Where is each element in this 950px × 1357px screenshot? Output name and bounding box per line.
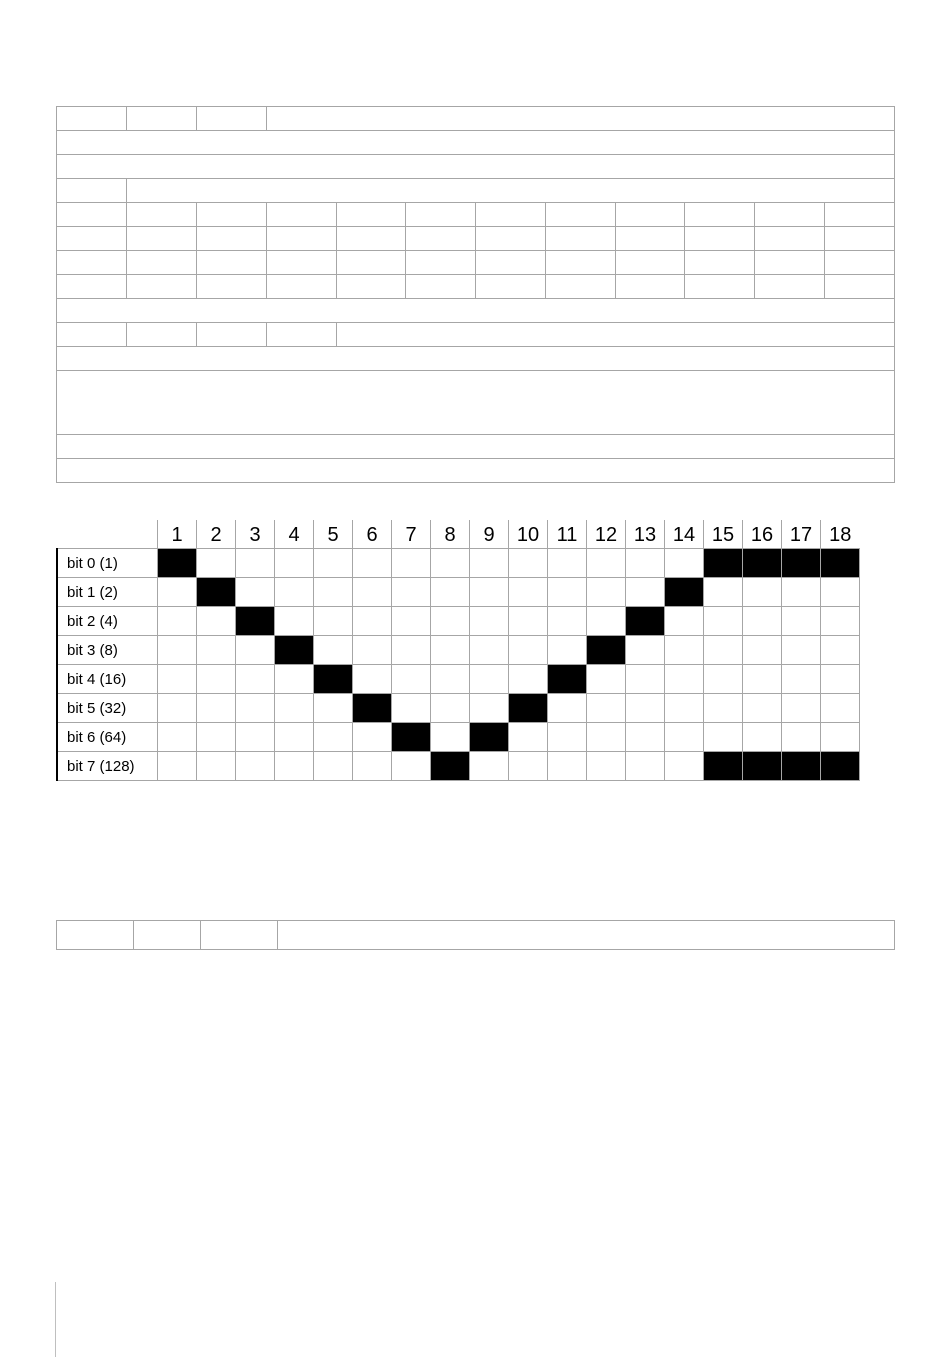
bit-cell-filled (782, 549, 821, 578)
bit-cell-empty (665, 607, 704, 636)
bit-cell-empty (665, 694, 704, 723)
bit-row (57, 549, 860, 578)
bit-row (57, 665, 860, 694)
table-cell (57, 131, 895, 155)
bit-cell-empty (626, 549, 665, 578)
bit-cell-empty (665, 752, 704, 781)
bit-row-label: bit 2 (4) (57, 607, 158, 636)
table-cell (267, 275, 337, 299)
bit-cell-empty (821, 578, 860, 607)
bit-cell-empty (704, 694, 743, 723)
bit-cell-filled (743, 549, 782, 578)
bit-row (57, 636, 860, 665)
bit-cell-empty (275, 665, 314, 694)
bit-cell-filled (704, 549, 743, 578)
bit-cell-empty (587, 752, 626, 781)
bit-cell-empty (431, 665, 470, 694)
bit-cell-empty (782, 723, 821, 752)
bit-cell-empty (587, 607, 626, 636)
bit-cell-empty (236, 549, 275, 578)
table-row (57, 107, 895, 131)
bit-row (57, 752, 860, 781)
table-cell (57, 371, 895, 435)
bit-cell-empty (314, 752, 353, 781)
table-cell (825, 275, 895, 299)
bit-cell-empty (470, 694, 509, 723)
bit-cell-empty (197, 665, 236, 694)
table-cell (337, 323, 895, 347)
bit-cell-filled (509, 694, 548, 723)
bit-cell-filled (392, 723, 431, 752)
table-cell (197, 107, 267, 131)
table-cell (406, 275, 476, 299)
bit-cell-filled (704, 752, 743, 781)
table-cell (337, 227, 406, 251)
column-number: 6 (353, 520, 392, 549)
table-cell (825, 251, 895, 275)
bit-cell-empty (392, 549, 431, 578)
bit-cell-empty (353, 665, 392, 694)
bit-cell-empty (392, 636, 431, 665)
table-row (57, 203, 895, 227)
table-cell (825, 227, 895, 251)
bit-cell-empty (197, 549, 236, 578)
bit-cell-empty (275, 723, 314, 752)
bit-row-label: bit 6 (64) (57, 723, 158, 752)
bit-cell-empty (236, 636, 275, 665)
bit-cell-empty (314, 694, 353, 723)
bit-cell-empty (509, 723, 548, 752)
bit-cell-empty (509, 636, 548, 665)
bit-row-label: bit 7 (128) (57, 752, 158, 781)
table-cell (57, 179, 127, 203)
table-cell (57, 203, 127, 227)
bit-cell-filled (626, 607, 665, 636)
bit-row-label: bit 3 (8) (57, 636, 158, 665)
table-cell (685, 275, 755, 299)
table-cell (57, 275, 127, 299)
table-cell (685, 227, 755, 251)
table-row (57, 299, 895, 323)
table-cell (127, 179, 895, 203)
bit-cell-empty (392, 752, 431, 781)
table-cell (406, 251, 476, 275)
column-number: 8 (431, 520, 470, 549)
table-cell (267, 203, 337, 227)
bit-cell-filled (821, 549, 860, 578)
bit-cell-empty (431, 549, 470, 578)
column-number: 7 (392, 520, 431, 549)
bit-cell-empty (314, 549, 353, 578)
bit-cell-empty (158, 665, 197, 694)
bit-cell-empty (275, 549, 314, 578)
table-cell (755, 203, 825, 227)
column-number: 4 (275, 520, 314, 549)
bit-cell-filled (431, 752, 470, 781)
bit-cell-empty (236, 694, 275, 723)
bit-row-label: bit 5 (32) (57, 694, 158, 723)
table-cell (476, 275, 546, 299)
table-cell (546, 203, 616, 227)
table-cell (406, 203, 476, 227)
column-number: 13 (626, 520, 665, 549)
bit-pattern-grid (56, 520, 860, 781)
table-cell (546, 251, 616, 275)
column-number: 16 (743, 520, 782, 549)
table-cell (278, 921, 895, 950)
bit-cell-empty (353, 549, 392, 578)
table-cell (57, 347, 895, 371)
bit-cell-filled (197, 578, 236, 607)
table-cell (337, 251, 406, 275)
table-cell (755, 227, 825, 251)
table-cell (546, 227, 616, 251)
table-cell (197, 203, 267, 227)
table-row (57, 179, 895, 203)
column-header-row (57, 520, 860, 549)
column-number: 11 (548, 520, 587, 549)
table-cell (201, 921, 278, 950)
bit-cell-empty (392, 665, 431, 694)
bit-cell-empty (509, 578, 548, 607)
bit-cell-empty (236, 752, 275, 781)
table-cell (197, 251, 267, 275)
table-cell (476, 251, 546, 275)
bit-cell-filled (353, 694, 392, 723)
table-cell (127, 251, 197, 275)
bit-cell-filled (470, 723, 509, 752)
bit-cell-empty (470, 549, 509, 578)
bit-cell-empty (353, 723, 392, 752)
bit-cell-filled (821, 752, 860, 781)
table-cell (57, 323, 127, 347)
table-row (57, 459, 895, 483)
bit-cell-empty (704, 607, 743, 636)
bit-cell-empty (626, 752, 665, 781)
bit-cell-empty (431, 694, 470, 723)
bit-cell-empty (470, 752, 509, 781)
table-cell (127, 275, 197, 299)
grid-corner (57, 520, 158, 549)
table-cell (616, 203, 685, 227)
table-cell (406, 227, 476, 251)
bit-cell-empty (743, 665, 782, 694)
bit-cell-empty (275, 752, 314, 781)
bit-cell-empty (665, 723, 704, 752)
column-number: 18 (821, 520, 860, 549)
bit-cell-empty (236, 665, 275, 694)
bit-cell-empty (821, 694, 860, 723)
bit-cell-empty (821, 665, 860, 694)
bit-cell-empty (197, 607, 236, 636)
bit-cell-empty (353, 578, 392, 607)
bit-cell-empty (197, 723, 236, 752)
bit-cell-empty (743, 723, 782, 752)
bit-cell-empty (392, 694, 431, 723)
bit-cell-empty (548, 723, 587, 752)
bit-cell-empty (509, 607, 548, 636)
bit-cell-empty (353, 752, 392, 781)
table-cell (57, 459, 895, 483)
bit-cell-empty (353, 636, 392, 665)
column-number: 17 (782, 520, 821, 549)
table-row (57, 251, 895, 275)
table-row (57, 347, 895, 371)
bit-cell-empty (548, 549, 587, 578)
bit-row-label: bit 4 (16) (57, 665, 158, 694)
bit-cell-filled (548, 665, 587, 694)
bit-cell-filled (314, 665, 353, 694)
bit-cell-empty (470, 636, 509, 665)
bit-cell-empty (821, 607, 860, 636)
table-cell (57, 107, 127, 131)
bit-cell-filled (275, 636, 314, 665)
bit-cell-empty (626, 636, 665, 665)
bit-cell-empty (587, 665, 626, 694)
bit-cell-empty (431, 723, 470, 752)
bit-cell-empty (587, 549, 626, 578)
bit-cell-empty (665, 549, 704, 578)
column-number: 5 (314, 520, 353, 549)
left-margin-rule (55, 1282, 56, 1357)
bit-cell-empty (743, 636, 782, 665)
bit-cell-empty (275, 694, 314, 723)
bit-row (57, 723, 860, 752)
bit-cell-empty (626, 723, 665, 752)
bit-cell-filled (236, 607, 275, 636)
bit-cell-empty (236, 578, 275, 607)
bit-cell-empty (158, 636, 197, 665)
bit-cell-empty (782, 578, 821, 607)
bit-row (57, 578, 860, 607)
bit-cell-empty (392, 607, 431, 636)
table-cell (267, 323, 337, 347)
bit-cell-empty (431, 636, 470, 665)
column-number: 15 (704, 520, 743, 549)
column-number: 1 (158, 520, 197, 549)
table-cell (476, 227, 546, 251)
bit-cell-empty (392, 578, 431, 607)
table-cell (197, 227, 267, 251)
bit-cell-empty (821, 723, 860, 752)
table-row (57, 435, 895, 459)
table-row (57, 323, 895, 347)
table-cell (127, 227, 197, 251)
table-cell (267, 251, 337, 275)
bit-cell-empty (626, 694, 665, 723)
bit-cell-empty (470, 607, 509, 636)
bit-cell-empty (353, 607, 392, 636)
bit-cell-empty (548, 578, 587, 607)
table-cell (685, 203, 755, 227)
bit-cell-empty (587, 723, 626, 752)
table-cell (616, 275, 685, 299)
bit-cell-empty (275, 578, 314, 607)
table-cell (197, 275, 267, 299)
bit-cell-filled (665, 578, 704, 607)
table-cell (825, 203, 895, 227)
bit-cell-empty (587, 578, 626, 607)
lower-empty-table (56, 920, 895, 950)
column-number: 12 (587, 520, 626, 549)
table-cell (267, 227, 337, 251)
bit-cell-empty (743, 694, 782, 723)
table-cell (476, 203, 546, 227)
bit-row (57, 607, 860, 636)
bit-cell-empty (626, 665, 665, 694)
bit-cell-empty (197, 694, 236, 723)
table-cell (685, 251, 755, 275)
bit-cell-empty (743, 578, 782, 607)
bit-cell-empty (704, 636, 743, 665)
bit-cell-empty (548, 636, 587, 665)
bit-cell-empty (782, 636, 821, 665)
table-cell (197, 323, 267, 347)
table-cell (57, 921, 134, 950)
bit-cell-empty (431, 607, 470, 636)
table-cell (127, 203, 197, 227)
bit-cell-empty (470, 665, 509, 694)
bit-row-label: bit 0 (1) (57, 549, 158, 578)
bit-cell-empty (158, 752, 197, 781)
table-cell (616, 227, 685, 251)
column-number: 14 (665, 520, 704, 549)
bit-cell-empty (548, 752, 587, 781)
table-cell (57, 251, 127, 275)
bit-cell-empty (314, 607, 353, 636)
column-number: 10 (509, 520, 548, 549)
column-number: 3 (236, 520, 275, 549)
bit-cell-empty (782, 665, 821, 694)
bit-cell-empty (665, 636, 704, 665)
bit-cell-empty (782, 607, 821, 636)
table-row (57, 131, 895, 155)
bit-cell-empty (314, 636, 353, 665)
table-cell (267, 107, 895, 131)
bit-cell-empty (626, 578, 665, 607)
bit-cell-empty (158, 607, 197, 636)
table-cell (546, 275, 616, 299)
bit-cell-empty (704, 723, 743, 752)
bit-cell-filled (782, 752, 821, 781)
bit-cell-empty (236, 723, 275, 752)
column-number: 2 (197, 520, 236, 549)
table-row (57, 921, 895, 950)
bit-row (57, 694, 860, 723)
bit-cell-empty (158, 723, 197, 752)
bit-cell-filled (587, 636, 626, 665)
bit-cell-empty (743, 607, 782, 636)
bit-cell-empty (587, 694, 626, 723)
bit-cell-empty (548, 607, 587, 636)
table-cell (127, 107, 197, 131)
bit-cell-empty (314, 723, 353, 752)
bit-cell-empty (158, 578, 197, 607)
table-row (57, 155, 895, 179)
bit-cell-empty (509, 665, 548, 694)
table-row (57, 275, 895, 299)
bit-cell-empty (704, 665, 743, 694)
bit-cell-filled (743, 752, 782, 781)
bit-cell-empty (548, 694, 587, 723)
table-cell (616, 251, 685, 275)
table-cell (127, 323, 197, 347)
table-cell (57, 155, 895, 179)
bit-cell-empty (704, 578, 743, 607)
bit-cell-empty (431, 578, 470, 607)
table-row (57, 371, 895, 435)
bit-cell-empty (665, 665, 704, 694)
bit-cell-empty (821, 636, 860, 665)
bit-cell-empty (197, 636, 236, 665)
bit-cell-empty (314, 578, 353, 607)
bit-row-label: bit 1 (2) (57, 578, 158, 607)
table-row (57, 227, 895, 251)
table-cell (134, 921, 201, 950)
bit-cell-empty (158, 694, 197, 723)
table-cell (337, 275, 406, 299)
table-cell (57, 435, 895, 459)
bit-cell-empty (509, 752, 548, 781)
table-cell (755, 251, 825, 275)
bit-cell-empty (470, 578, 509, 607)
bit-cell-empty (782, 694, 821, 723)
bit-cell-empty (197, 752, 236, 781)
bit-cell-empty (509, 549, 548, 578)
column-number: 9 (470, 520, 509, 549)
bit-cell-empty (275, 607, 314, 636)
table-cell (57, 227, 127, 251)
table-cell (57, 299, 895, 323)
upper-empty-table (56, 106, 895, 483)
bit-cell-filled (158, 549, 197, 578)
table-cell (755, 275, 825, 299)
table-cell (337, 203, 406, 227)
